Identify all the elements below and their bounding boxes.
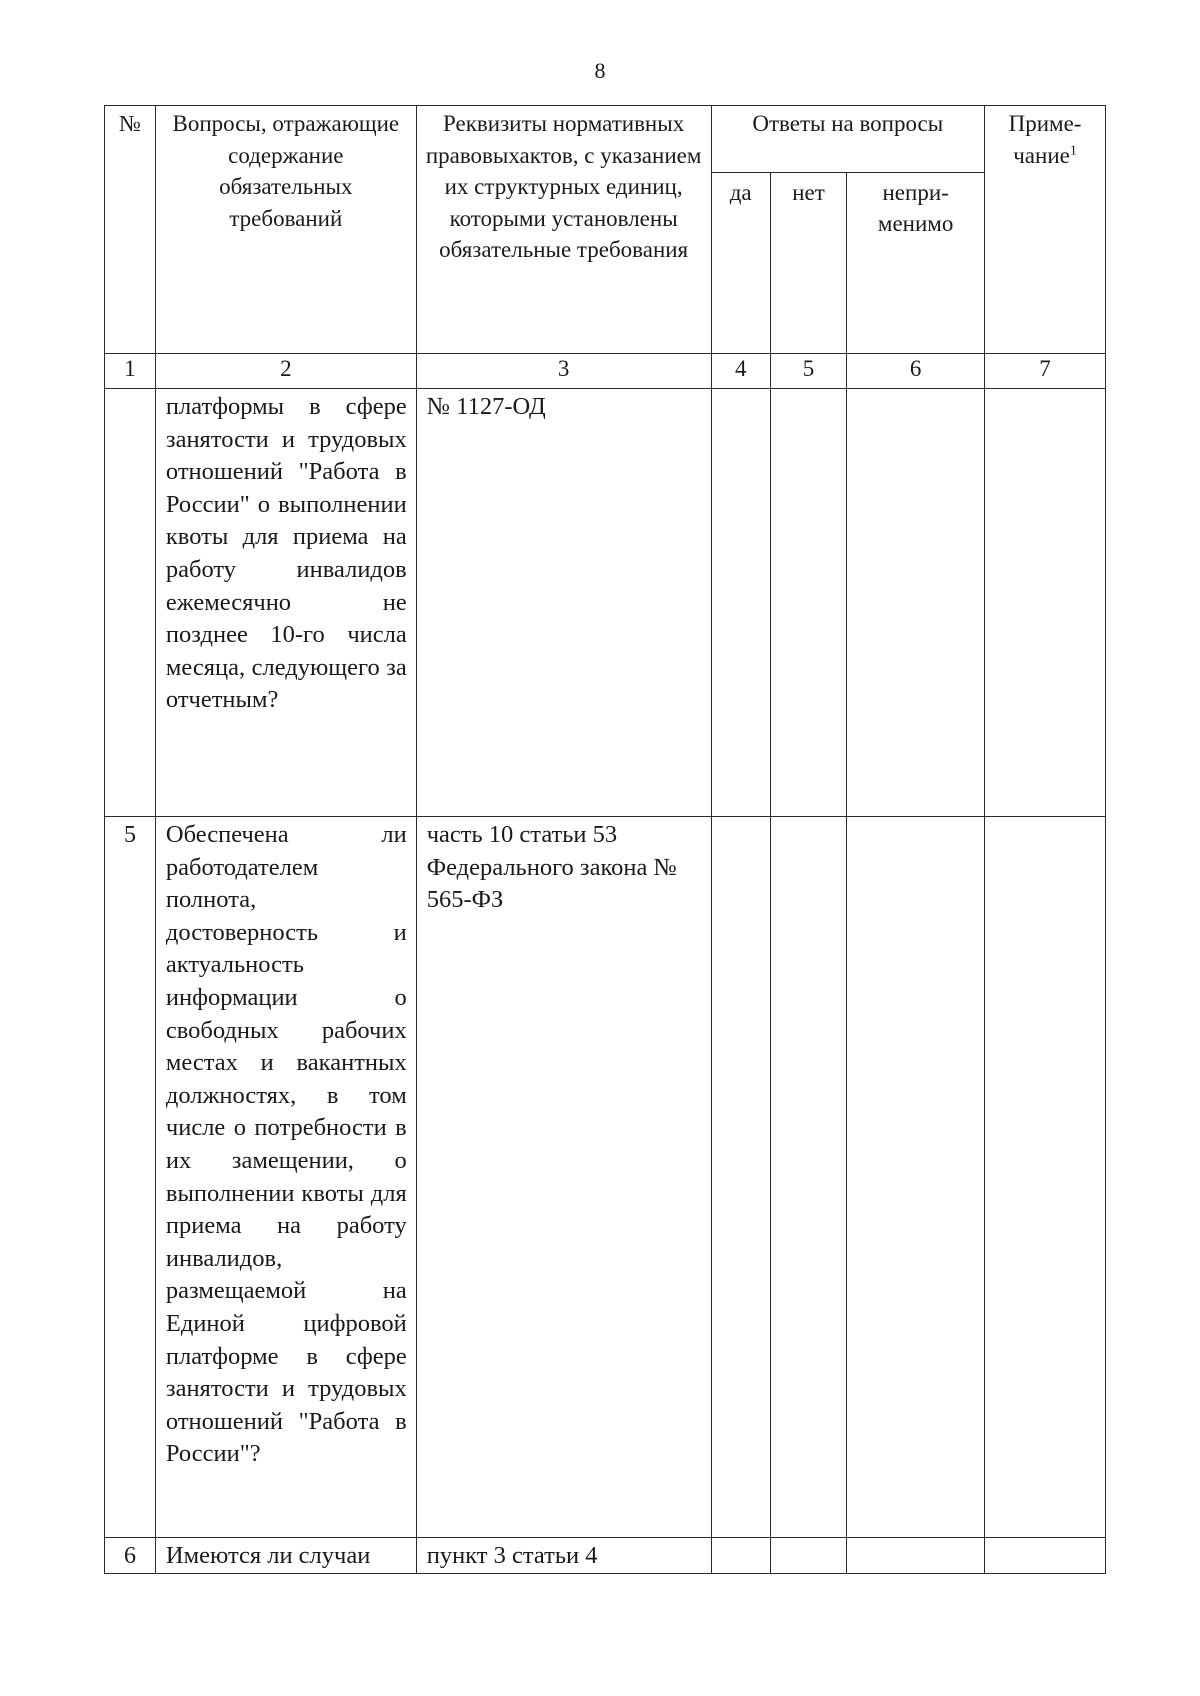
row-number — [105, 389, 156, 817]
row-number: 6 — [105, 1538, 156, 1574]
answer-yes-cell — [711, 389, 770, 817]
column-number: 4 — [711, 354, 770, 389]
page-number: 8 — [594, 58, 606, 83]
header-yes: да — [711, 173, 770, 354]
header-row-top — [105, 106, 1106, 173]
header-num: № — [105, 106, 156, 354]
reference-text: пункт 3 статьи 4 — [416, 1538, 711, 1574]
answer-na-cell — [847, 1538, 985, 1574]
answer-no-cell — [770, 389, 846, 817]
question-text: платформы в сфере занятости и трудовых отношений "Работа в России" о выполнении квоты для приема на работу инвалидов ежемесячно не позднее 10-го числа месяца, следующего за отчетным? — [155, 389, 416, 817]
header-note-footnote-mark: 1 — [1069, 142, 1077, 158]
header-note-label: Приме- чание — [1008, 111, 1082, 168]
answer-no-cell — [770, 1538, 846, 1574]
table-row — [105, 389, 1106, 817]
column-number: 2 — [155, 354, 416, 389]
question-text: Имеются ли случаи — [155, 1538, 416, 1574]
column-number: 3 — [416, 354, 711, 389]
header-requisites: Реквизиты нормативных правовыхактов, с указанием их структурных единиц, которыми установлены обязательные требования — [416, 106, 711, 354]
note-cell — [985, 389, 1106, 817]
question-text: Обеспечена ли работодателем полнота, достоверность и актуальность информации о свободных рабочих местах и вакантных должностях, в том числе о потребности в их замещении, о выполнении квоты для приема на работу инвалидов, размещаемой на Единой цифровой платформе в сфере занятости и трудовых отношений "Работа в России"? — [155, 817, 416, 1538]
column-number: 1 — [105, 354, 156, 389]
reference-text: № 1127-ОД — [416, 389, 711, 817]
answer-na-cell — [847, 389, 985, 817]
table-row — [105, 817, 1106, 1538]
column-number: 7 — [985, 354, 1106, 389]
answer-na-cell — [847, 817, 985, 1538]
header-answers: Ответы на вопросы — [711, 106, 985, 173]
column-number: 5 — [770, 354, 846, 389]
checklist-table — [104, 105, 1106, 1574]
note-cell — [985, 817, 1106, 1538]
answer-yes-cell — [711, 817, 770, 1538]
header-note — [985, 106, 1106, 354]
column-number: 6 — [847, 354, 985, 389]
table-row — [105, 1538, 1106, 1574]
reference-text: часть 10 статьи 53 Федерального закона № 565-ФЗ — [416, 817, 711, 1538]
column-numbers-row — [105, 354, 1106, 389]
note-cell — [985, 1538, 1106, 1574]
answer-yes-cell — [711, 1538, 770, 1574]
header-no: нет — [770, 173, 846, 354]
row-number: 5 — [105, 817, 156, 1538]
header-not-applicable: непри- менимо — [847, 173, 985, 354]
header-questions: Вопросы, отражающие содержание обязательных требований — [155, 106, 416, 354]
answer-no-cell — [770, 817, 846, 1538]
